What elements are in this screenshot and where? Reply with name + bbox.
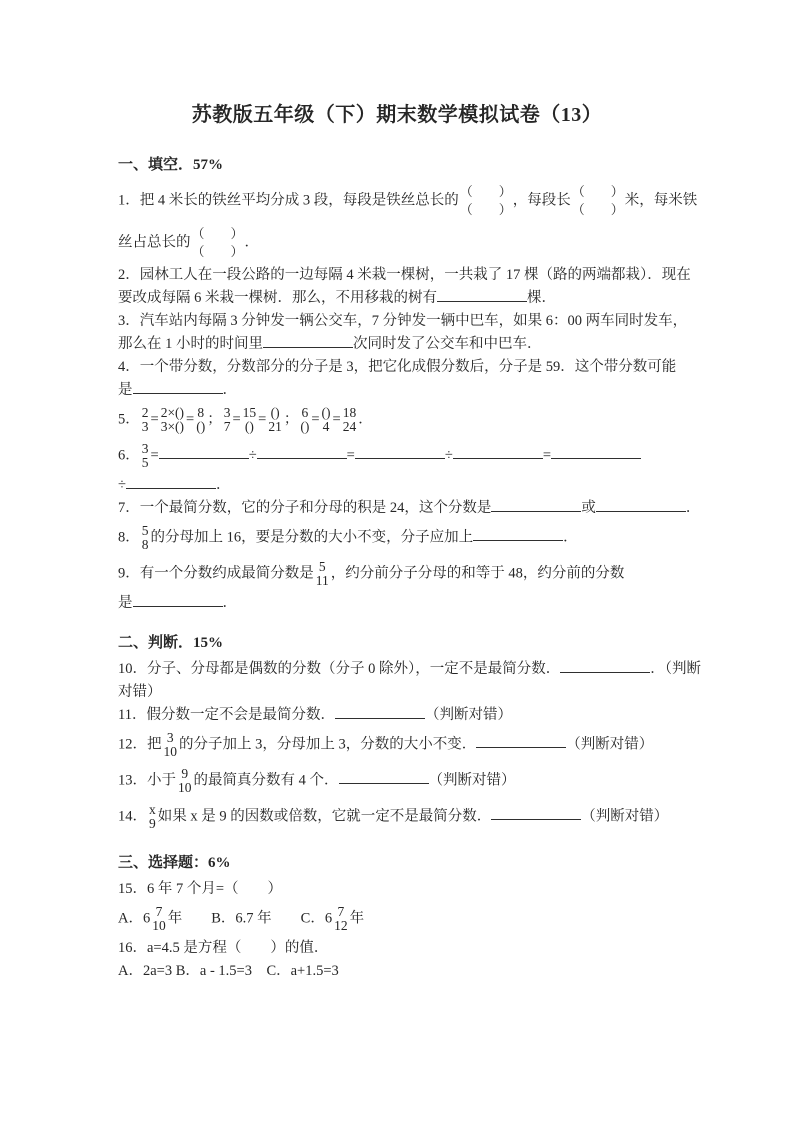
text-run: 4．一个带分数，分数部分的分子是 3，把它化成假分数后，分子是 59．这个带分数可能 bbox=[118, 359, 677, 375]
question-5 bbox=[118, 402, 763, 438]
fraction-numerator: 15 bbox=[242, 405, 257, 420]
text-run: ，约分前分子分母的和等于 48，约分前的分数 bbox=[330, 565, 625, 582]
text-run: 丝占总长的 bbox=[118, 234, 191, 251]
fraction-numerator: 7 bbox=[337, 904, 345, 919]
text-run: 11．假分数一定不会是最简分数． bbox=[118, 707, 335, 723]
text-run: 6． bbox=[118, 447, 140, 464]
text-run: ，每段长 bbox=[512, 192, 571, 209]
text-run: 13．小于 bbox=[118, 772, 176, 789]
fraction-denominator: （ ） bbox=[571, 202, 624, 217]
text-run: 年 bbox=[349, 910, 365, 927]
fraction-numerator: () bbox=[321, 405, 331, 420]
question-6-line-1 bbox=[118, 438, 763, 474]
answer-blank bbox=[453, 444, 543, 459]
text-run: 12．把 bbox=[118, 736, 162, 753]
text-run: 2．园林工人在一段公路的一边每隔 4 米栽一棵树，一共栽了 17 棵（路的两端都栽）．现在 bbox=[118, 267, 691, 283]
text-run: = bbox=[150, 447, 159, 464]
section-3-heading bbox=[118, 852, 763, 875]
text-run: 15．6 年 7 个月=（ ） bbox=[118, 881, 283, 897]
answer-blank bbox=[126, 474, 216, 489]
text-run: 棵． bbox=[527, 290, 556, 306]
text-run: ÷ bbox=[118, 477, 126, 493]
text-run: ÷ bbox=[248, 447, 257, 464]
fraction bbox=[268, 406, 282, 434]
text-run: ． bbox=[244, 234, 260, 251]
question-15 bbox=[118, 878, 763, 901]
fraction-denominator: 3×() bbox=[160, 419, 185, 434]
question-4-line-2 bbox=[118, 379, 763, 402]
fraction bbox=[142, 406, 149, 434]
text-run: = bbox=[542, 447, 551, 464]
text-run: 次同时发了公交车和中巴车． bbox=[353, 336, 542, 352]
text-run: 二、判断．15% bbox=[118, 635, 224, 651]
fraction-numerator: 8 bbox=[197, 405, 205, 420]
text-run: 10．分子、分母都是偶数的分数（分子 0 除外），一定不是最简分数． bbox=[118, 661, 561, 677]
question-7 bbox=[118, 497, 763, 520]
text-run: 5． bbox=[118, 411, 140, 428]
text-run: A．2a=3 B．a - 1.5=3 C．a+1.5=3 bbox=[118, 963, 339, 979]
fraction-denominator: () bbox=[196, 419, 206, 434]
answer-blank bbox=[263, 333, 353, 348]
text-run: ． bbox=[563, 529, 578, 546]
text-run: 3．汽车站内每隔 3 分钟发一辆公交车，7 分钟发一辆中巴车，如果 6：00 两车同时发车， bbox=[118, 313, 688, 329]
text-run: 三、选择题：6% bbox=[118, 855, 231, 871]
answer-blank bbox=[437, 287, 527, 302]
paren-fraction-blank bbox=[460, 183, 512, 219]
section-2-heading bbox=[118, 632, 763, 655]
text-run: 如果 x 是 9 的因数或倍数，它就一定不是最简分数． bbox=[157, 808, 492, 825]
text-run: 8． bbox=[118, 529, 140, 546]
answer-blank bbox=[473, 526, 563, 541]
answer-blank bbox=[476, 733, 566, 748]
paren-fraction-blank bbox=[572, 183, 624, 219]
text-run: 那么在 1 小时的时间里 bbox=[118, 336, 263, 352]
text-run: 对错） bbox=[118, 684, 162, 700]
fraction-numerator: （ ） bbox=[191, 226, 244, 241]
fraction-numerator: x bbox=[149, 802, 156, 817]
fraction-numerator: 2×() bbox=[160, 405, 185, 420]
text-run: ． bbox=[358, 411, 373, 428]
question-10-line-2 bbox=[118, 681, 763, 704]
question-1-line-1 bbox=[118, 180, 763, 222]
answer-blank bbox=[339, 769, 429, 784]
text-run: 7．一个最简分数，它的分子和分母的积是 24，这个分数是 bbox=[118, 500, 492, 516]
fraction bbox=[152, 905, 166, 933]
answer-blank bbox=[491, 497, 581, 512]
text-run: = bbox=[346, 447, 355, 464]
fraction-numerator: 3 bbox=[223, 405, 231, 420]
question-8 bbox=[118, 520, 763, 556]
fraction-denominator: 4 bbox=[322, 419, 330, 434]
text-run: 或 bbox=[581, 500, 596, 516]
question-3-line-2 bbox=[118, 333, 763, 356]
question-1-line-2 bbox=[118, 222, 763, 264]
text-run: ． bbox=[215, 477, 231, 493]
answer-blank bbox=[355, 444, 445, 459]
fraction-denominator: 10 bbox=[163, 744, 177, 759]
text-run: ．（判断 bbox=[650, 661, 701, 677]
text-run: 要改成每隔 6 米栽一棵树．那么，不用移栽的树有 bbox=[118, 290, 437, 306]
fraction-denominator: （ ） bbox=[191, 244, 244, 259]
text-run: 的最简真分数有 4 个． bbox=[193, 772, 339, 789]
question-6-line-2 bbox=[118, 474, 763, 497]
fraction-numerator: () bbox=[270, 405, 280, 420]
text-run: ； bbox=[207, 411, 222, 428]
fraction bbox=[224, 406, 231, 434]
question-4-line-1 bbox=[118, 356, 763, 379]
fraction-denominator: 10 bbox=[178, 780, 192, 795]
answer-blank bbox=[257, 444, 347, 459]
fraction bbox=[196, 406, 205, 434]
fraction-denominator: 8 bbox=[141, 537, 149, 552]
answer-blank bbox=[159, 444, 249, 459]
fraction-numerator: 18 bbox=[342, 405, 357, 420]
text-run: ． bbox=[222, 382, 237, 398]
fraction-denominator: 11 bbox=[315, 573, 329, 588]
fraction bbox=[322, 406, 331, 434]
question-13 bbox=[118, 763, 763, 799]
text-run: ； bbox=[283, 411, 299, 428]
text-run: 年 B．6.7 年 C．6 bbox=[167, 910, 333, 927]
text-run: = bbox=[332, 411, 341, 428]
text-run: = bbox=[186, 411, 195, 428]
fraction-numerator: 9 bbox=[181, 766, 189, 781]
fraction-numerator: 5 bbox=[141, 523, 149, 538]
question-16-options bbox=[118, 960, 763, 983]
answer-blank bbox=[560, 658, 650, 673]
text-run: 米，每米铁 bbox=[624, 192, 698, 209]
question-11 bbox=[118, 704, 763, 727]
fraction bbox=[164, 731, 178, 759]
fraction bbox=[161, 406, 184, 434]
fraction-denominator: 5 bbox=[141, 455, 149, 470]
question-2-line-1 bbox=[118, 264, 763, 287]
text-run: ÷ bbox=[444, 447, 453, 464]
fraction-denominator: 9 bbox=[149, 816, 156, 831]
answer-blank bbox=[133, 379, 223, 394]
fraction bbox=[243, 406, 257, 434]
fraction-numerator: 5 bbox=[318, 559, 326, 574]
fraction bbox=[316, 560, 329, 588]
fraction bbox=[334, 905, 348, 933]
text-run: 的分子加上 3，分母加上 3，分数的大小不变． bbox=[179, 736, 477, 753]
text-run: = bbox=[258, 411, 267, 428]
question-2-line-2 bbox=[118, 287, 763, 310]
fraction-denominator: （ ） bbox=[459, 202, 512, 217]
text-run: （判断对错） bbox=[566, 736, 654, 753]
question-10-line-1 bbox=[118, 658, 763, 681]
fraction bbox=[300, 406, 309, 434]
text-run: = bbox=[150, 411, 159, 428]
text-run: 1．把 4 米长的铁丝平均分成 3 段，每段是铁丝总长的 bbox=[118, 192, 459, 209]
answer-blank bbox=[335, 704, 425, 719]
fraction-numerator: 6 bbox=[301, 405, 309, 420]
fraction-denominator: 3 bbox=[141, 419, 149, 434]
fraction-numerator: （ ） bbox=[571, 184, 624, 199]
fraction-numerator: （ ） bbox=[459, 184, 512, 199]
text-run: 14． bbox=[118, 808, 147, 825]
text-run: A．6 bbox=[118, 910, 151, 927]
answer-blank bbox=[596, 497, 686, 512]
fraction-denominator: 24 bbox=[342, 419, 357, 434]
text-run: = bbox=[232, 411, 241, 428]
text-run: （判断对错） bbox=[581, 808, 669, 825]
fraction-denominator: 10 bbox=[152, 918, 166, 933]
text-run: （判断对错） bbox=[424, 707, 512, 723]
fraction-denominator: 12 bbox=[334, 918, 348, 933]
question-15-options bbox=[118, 901, 763, 937]
text-run: （判断对错） bbox=[428, 772, 516, 789]
answer-blank bbox=[491, 805, 581, 820]
fraction-denominator: 21 bbox=[268, 419, 282, 434]
answer-blank bbox=[133, 592, 223, 607]
fraction bbox=[178, 767, 192, 795]
text-run: ． bbox=[222, 595, 237, 611]
fraction-denominator: 7 bbox=[223, 419, 231, 434]
question-12 bbox=[118, 727, 763, 763]
fraction-numerator: 7 bbox=[155, 904, 163, 919]
document-body bbox=[118, 154, 763, 983]
text-run: 一、填空．57% bbox=[118, 157, 224, 173]
text-run: ． bbox=[685, 500, 701, 516]
text-run: 9．有一个分数约成最简分数是 bbox=[118, 565, 314, 582]
fraction bbox=[142, 524, 149, 552]
answer-blank bbox=[551, 444, 641, 459]
text-run: = bbox=[311, 411, 320, 428]
fraction-numerator: 3 bbox=[166, 730, 174, 745]
fraction-numerator: 2 bbox=[141, 405, 149, 420]
paren-fraction-blank bbox=[192, 225, 244, 261]
question-14 bbox=[118, 799, 763, 835]
question-16 bbox=[118, 937, 763, 960]
fraction bbox=[343, 406, 357, 434]
fraction-denominator: () bbox=[300, 419, 310, 434]
question-3-line-1 bbox=[118, 310, 763, 333]
text-run: 的分母加上 16，要是分数的大小不变，分子应加上 bbox=[150, 529, 474, 546]
question-9-line-2 bbox=[118, 592, 763, 615]
fraction-denominator: () bbox=[244, 419, 254, 434]
text-run: 是 bbox=[118, 382, 133, 398]
fraction bbox=[149, 803, 156, 831]
section-1-heading bbox=[118, 154, 763, 177]
text-run: 是 bbox=[118, 595, 133, 611]
fraction-numerator: 3 bbox=[141, 441, 149, 456]
page-title: 苏教版五年级（下）期末数学模拟试卷（13） bbox=[191, 104, 603, 126]
fraction bbox=[142, 442, 149, 470]
question-9-line-1 bbox=[118, 556, 763, 592]
text-run: 16．a=4.5 是方程（ ）的值． bbox=[118, 940, 329, 956]
